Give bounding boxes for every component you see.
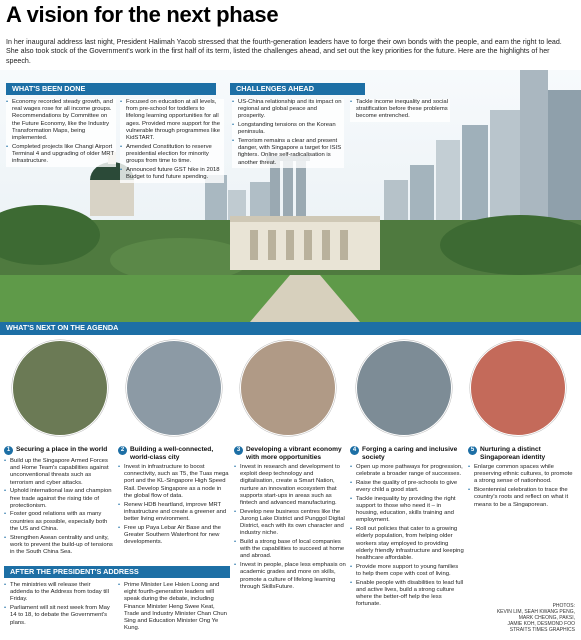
list-item: • Tackle inequality by providing the right support to those who need it – in housing, education, skills training and employment.: [350, 496, 464, 525]
list-item: • Invest in research and development to exploit deep technology and digitalisation, create a Smart Nation, nurture an innovation ecosystem that supports start-ups in areas such as fintech and advanced manufacturing.: [234, 464, 346, 507]
list-item: • Develop new business centres like the Jurong Lake District and Punggol Digital District, each with its own character and industry niche.: [234, 509, 346, 538]
list-item: • Free up Paya Lebar Air Base and the Greater Southern Waterfront for new developments.: [118, 525, 230, 547]
list-item: • Raise the quality of pre-schools to give every child a good start.: [350, 480, 464, 494]
credits-line: STRAITS TIMES GRAPHICS: [509, 627, 575, 633]
list-item: • Focused on education at all levels, from pre-school for toddlers to lifelong learning opportunities for all ages. Provided more support for the vulnerable through programmes like KidSTART.: [120, 99, 224, 142]
photo-mrt-train: [126, 340, 222, 436]
number-badge: 2: [118, 446, 127, 455]
list-item: • Strengthen Asean centrality and unity, work to prevent the build-up of tensions in the South China Sea.: [4, 535, 114, 557]
agenda-title: Nurturing a distinct Singaporean identity: [480, 446, 546, 461]
number-badge: 1: [4, 446, 13, 455]
whats-next-heading: WHAT'S NEXT ON THE AGENDA: [0, 322, 581, 335]
list-item: • Completed projects like Changi Airport Terminal 4 and upgrading of older MRT infrastructure.: [6, 144, 116, 166]
whats-been-done-col2: [120, 99, 224, 183]
number-badge: 5: [468, 446, 477, 455]
number-badge: 3: [234, 446, 243, 455]
after-address-col1: [4, 582, 114, 628]
photo-wheelchair-user: [356, 340, 452, 436]
list-item: • Build a strong base of local companies with the capabilities to succeed at home and abroad.: [234, 539, 346, 561]
list-item: • Tackle income inequality and social stratification before these problems become entrenched.: [350, 99, 450, 121]
list-item: • Uphold international law and champion free trade against the rising tide of protectionism.: [4, 488, 114, 510]
photo-children-costumes: [470, 340, 566, 436]
list-item: • Longstanding tensions on the Korean peninsula.: [232, 122, 344, 136]
challenges-ahead-col2: [350, 99, 450, 122]
list-item: • Invest in people, place less emphasis on academic grades and more on skills, promote a culture of lifelong learning through SkillsFuture.: [234, 562, 346, 591]
page-title: A vision for the next phase: [6, 2, 279, 27]
whats-been-done-col1: [6, 99, 116, 167]
list-item: • US-China relationship and its impact on regional and global peace and prosperity.: [232, 99, 344, 121]
list-item: • Invest in infrastructure to boost connectivity, such as T5, the Tuas mega port and the KL-Singapore High Speed Rail. Develop Singapore as a node in the global flow of data.: [118, 464, 230, 500]
agenda-title: Developing a vibrant economy with more opportunities: [246, 446, 342, 461]
agenda-item-2: [118, 446, 230, 548]
credits-line: JAMIE KOH, DESMOND FOO: [507, 621, 575, 627]
list-item: • Bicentennial celebration to trace the country's roots and reflect on what it means to be a Singaporean.: [468, 487, 576, 509]
agenda-item-5: [468, 446, 576, 510]
agenda-item-4: [350, 446, 464, 610]
credits-line: KEVIN LIM, SEAH KWANG PENG,: [496, 609, 575, 615]
after-address-col2: [118, 582, 230, 634]
list-item: • Announced future GST hike in 2018 Budget to fund future spending.: [120, 167, 224, 181]
photo-students-computer: [240, 340, 336, 436]
list-item: • Parliament will sit next week from May 14 to 18, to debate the Government's plans.: [4, 605, 114, 627]
list-item: • Provide more support to young families to help them cope with cost of living.: [350, 564, 464, 578]
list-item: • Roll out policies that cater to a growing elderly population, from helping older workers stay employed to providing elderly friendly infrastructure and keeping healthcare affordable.: [350, 526, 464, 562]
agenda-title: Building a well-connected, world-class city: [130, 446, 214, 461]
list-item: • Renew HDB heartland, improve MRT infrastructure and create a greener and better living environment.: [118, 502, 230, 524]
credits-line: MARK CHEONG, PAKSI,: [518, 615, 575, 621]
list-item: • Enable people with disabilities to lead full and active lives, build a strong culture where the better-off help the less fortunate.: [350, 580, 464, 609]
challenges-ahead-heading: CHALLENGES AHEAD: [230, 83, 365, 95]
list-item: • Build up the Singapore Armed Forces and Home Team's capabilities against unconventional threats such as terrorism and cyber attacks.: [4, 458, 114, 487]
agenda-title: Securing a place in the world: [16, 446, 108, 453]
list-item: • Enlarge common spaces while preserving ethnic cultures, to promote a strong sense of nationhood.: [468, 464, 576, 486]
agenda-title: Forging a caring and inclusive society: [362, 446, 458, 461]
photo-credits: [497, 603, 575, 633]
list-item: • Foster good relations with as many countries as possible, especially both the US and China.: [4, 511, 114, 533]
after-address-heading: AFTER THE PRESIDENT'S ADDRESS: [4, 566, 230, 578]
whats-been-done-heading: WHAT'S BEEN DONE: [6, 83, 216, 95]
intro-paragraph: In her inaugural address last night, President Halimah Yacob stressed that the fourth-generation leaders have to forge their own bonds with the people, and earn the right to lead. She also took stock of the Government's work in the first half of its term, listed the challenges ahead, and set out the key priorities for the future. Here are the highlights of her speech.: [6, 38, 562, 65]
agenda-item-3: [234, 446, 346, 592]
list-item: • Open up more pathways for progression, celebrate a broader range of successes.: [350, 464, 464, 478]
agenda-item-1: [4, 446, 114, 558]
list-item: • The ministries will release their addenda to the Address from today till Friday.: [4, 582, 114, 604]
list-item: • Terrorism remains a clear and present danger, with Singapore a target for ISIS fighters. Online self-radicalisation is another threat.: [232, 138, 344, 167]
list-item: • Amended Constitution to reserve presidential election for minority groups from time to time.: [120, 144, 224, 166]
challenges-ahead-col1: [232, 99, 344, 168]
photo-soldiers: [12, 340, 108, 436]
list-item: • Prime Minister Lee Hsien Loong and eight fourth-generation leaders will speak during the debate, including Finance Minister Heng Swee Keat, Trade and Industry Minister Chan Chun Sing and Education Minister Ong Ye Kung.: [118, 582, 230, 632]
list-item: • Economy recorded steady growth, and real wages rose for all income groups. Recommendations by Committee on the Future Economy, like the Industry Transformation Maps, being implemented.: [6, 99, 116, 142]
number-badge: 4: [350, 446, 359, 455]
credits-label: PHOTOS:: [552, 603, 575, 609]
